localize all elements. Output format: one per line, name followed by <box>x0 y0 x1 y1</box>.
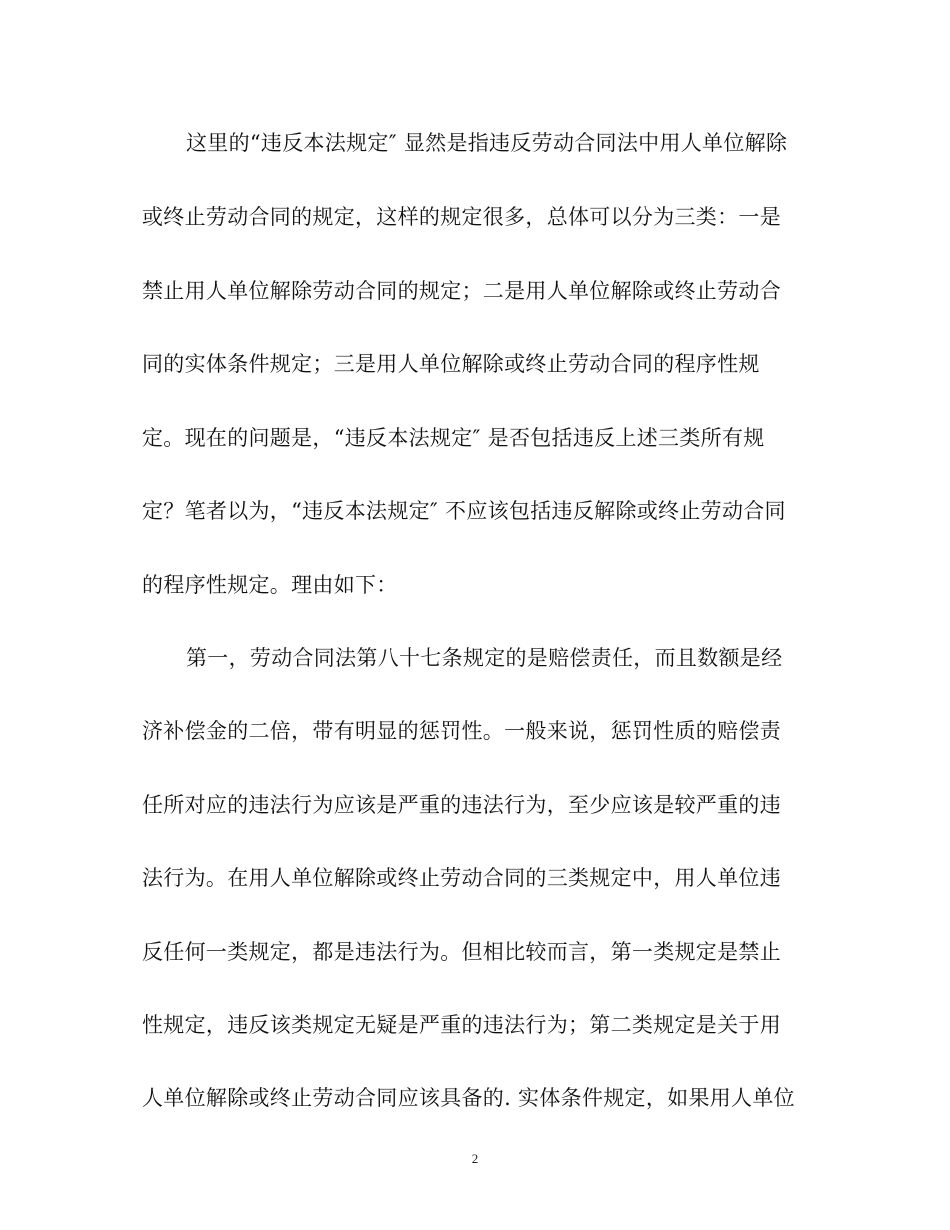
text-line-2: 或终止劳动合同的规定，这样的规定很多，总体可以分为三类：一是 <box>142 205 781 229</box>
page-number: 2 <box>471 1151 479 1166</box>
text-line-14: 人单位解除或终止劳动合同应该具备的. 实体条件规定，如果用人单位 <box>142 1086 795 1110</box>
text-line-10: 任所对应的违法行为应该是严重的违法行为，至少应该是较严重的违 <box>142 793 781 817</box>
text-line-3: 禁止用人单位解除劳动合同的规定；二是用人单位解除或终止劳动合 <box>142 279 781 303</box>
text-line-8: 第一，劳动合同法第八十七条规定的是赔偿责任，而且数额是经 <box>186 646 783 670</box>
text-line-12: 反任何一类规定，都是违法行为。但相比较而言，第一类规定是禁止 <box>142 940 781 964</box>
text-line-7: 的程序性规定。理由如下： <box>142 573 398 597</box>
text-line-5: 定。现在的问题是，“违反本法规定″ 是否包括违反上述三类所有规 <box>142 426 765 450</box>
text-line-4: 同的实体条件规定；三是用人单位解除或终止劳动合同的程序性规 <box>142 352 760 376</box>
text-line-6: 定？笔者以为，“违反本法规定″ 不应该包括违反解除或终止劳动合同 <box>142 499 786 523</box>
text-line-11: 法行为。在用人单位解除或终止劳动合同的三类规定中，用人单位违 <box>142 866 781 890</box>
text-line-9: 济补偿金的二倍，带有明显的惩罚性。一般来说，惩罚性质的赔偿责 <box>142 719 781 743</box>
text-line-13: 性规定，违反该类规定无疑是严重的违法行为；第二类规定是关于用 <box>142 1013 781 1037</box>
text-line-1: 这里的“违反本法规定″ 显然是指违反劳动合同法中用人单位解除 <box>186 131 788 155</box>
